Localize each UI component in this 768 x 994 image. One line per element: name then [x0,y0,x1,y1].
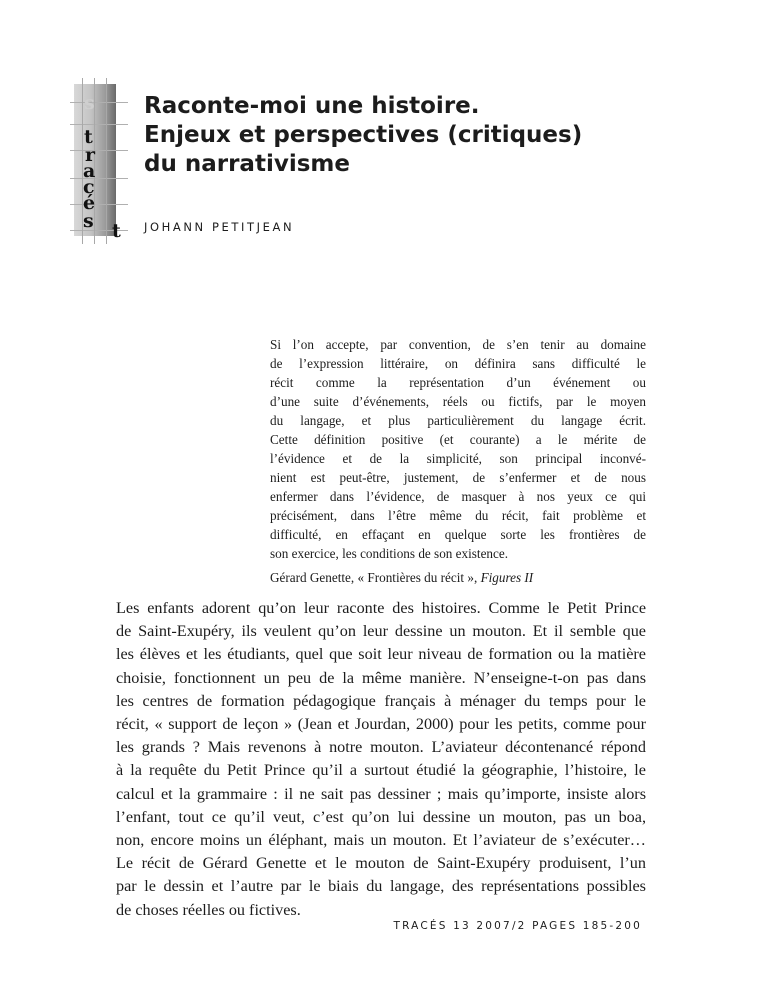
logo-rule [106,78,107,244]
epigraph-line: Si l’on accepte, par convention, de s’en tenir au domaine [270,337,646,352]
body-line: de Saint-Exupéry, ils veulent qu’on leur dessine un mouton. Et il semble que [116,622,646,641]
body-line: Les enfants adorent qu’on leur raconte des histoires. Comme le Petit Prince [116,599,646,617]
title-line: Raconte-moi une histoire. [144,93,480,119]
epigraph-line: d’une suite d’événements, réels ou fictifs, par le moyen [270,394,646,409]
epigraph-quote [270,335,646,563]
logo-letter: é [83,192,96,214]
logo-rule [70,150,128,151]
body-line: les centres de formation pédagogique français à ménager du temps pour le [116,691,646,710]
logo-letter: s [83,210,94,232]
epigraph-line: précisément, dans l’être même du récit, fait problème et [270,508,646,523]
author-name: JOHANN PETITJEAN [144,220,295,234]
epigraph-line: son exercice, les conditions de son existence. [270,546,509,561]
epigraph-line: l’évidence et de la simplicité, son principal inconvé- [270,451,646,466]
epigraph-line: de l’expression littéraire, on définira sans difficulté le [270,356,646,371]
epigraph-source-text: Gérard Genette, « Frontières du récit », [270,570,481,585]
logo-letter: t [112,220,121,242]
logo-rule [70,178,128,179]
logo-rule [70,204,128,205]
article-title [144,92,582,179]
body-line: non, encore moins un éléphant, mais un mouton. Et l’aviateur de s’exécuter… [116,831,646,850]
body-line: les élèves et les étudiants, quel que soit leur niveau de formation ou la matière [116,645,646,664]
logo-letter: c [83,176,95,198]
logo-letter: r [85,144,96,166]
body-line: récit, « support de leçon » (Jean et Jourdan, 2000) pour les petits, comme pour [116,715,646,734]
body-line: choisie, fonctionnent un peu de la même manière. N’enseigne-t-on pas dans [116,668,646,687]
epigraph-source [270,570,533,586]
logo-letter: a [83,160,96,182]
logo-rule [70,102,128,103]
body-line: calcul et la grammaire : il ne sait pas dessiner ; mais qu’importe, insiste alors [116,784,646,803]
epigraph-line: Cette définition positive (et courante) a le mérite de [270,432,646,447]
title-line: Enjeux et perspectives (critiques) [144,122,583,148]
title-line: du narrativisme [144,151,350,177]
body-paragraph [116,597,646,922]
logo-rule [70,124,128,125]
epigraph-line: enfermer dans l’évidence, de masquer à nos yeux ce qui [270,489,646,504]
journal-footer: TRACÉS 13 2007/2 PAGES 185-200 [393,920,642,932]
traces-logo [74,84,128,240]
body-line: à la requête du Petit Prince qu’il a surtout étudié la géographie, l’histoire, le [116,761,646,780]
body-line: Le récit de Gérard Genette et le mouton de Saint-Exupéry produisent, l’un [116,854,646,873]
logo-letter: t [84,126,93,148]
epigraph-line: difficulté, en effaçant en quelque sorte les frontières de [270,527,646,542]
epigraph-line: récit comme la représentation d’un événement ou [270,375,646,390]
epigraph-line: nient est peut-être, justement, de s’enfermer et de nous [270,470,646,485]
logo-letter: s [84,92,95,114]
body-line: par le dessin et l’autre par le biais du langage, des représentations possibles [116,877,646,896]
body-line: les grands ? Mais revenons à notre mouton. L’aviateur décontenancé répond [116,738,646,757]
epigraph-line: du langage, et plus particulièrement du langage écrit. [270,413,646,428]
body-line: l’enfant, tout ce qu’il veut, c’est qu’on lui dessine un mouton, pas un boa, [116,807,646,826]
epigraph-source-work: Figures II [480,570,534,585]
body-line: de choses réelles ou fictives. [116,900,301,919]
